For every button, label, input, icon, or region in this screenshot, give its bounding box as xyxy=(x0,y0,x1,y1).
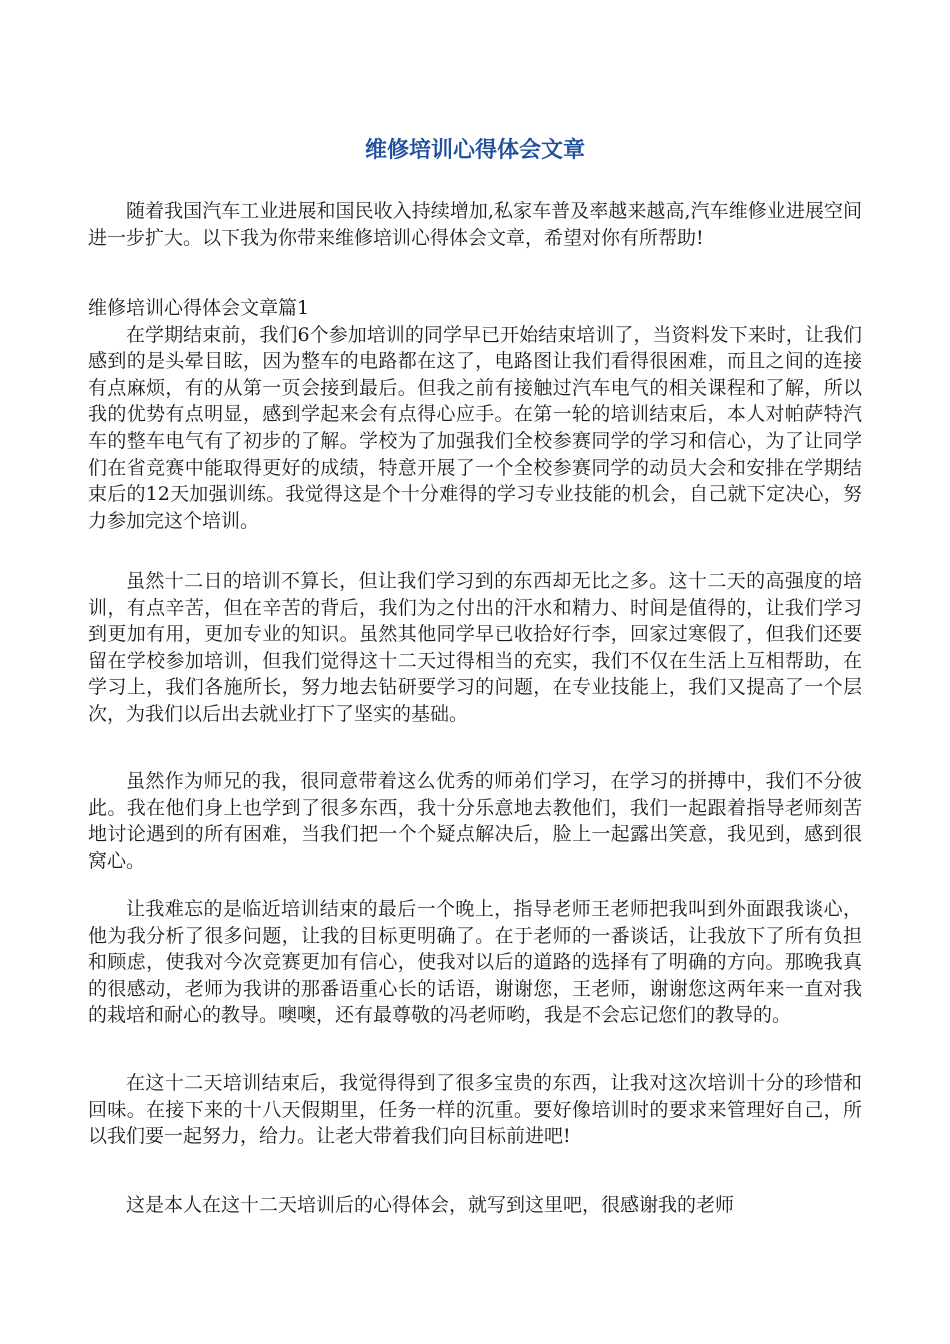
paragraph-block-5 xyxy=(88,1070,862,1150)
section-1 xyxy=(88,295,862,534)
intro-paragraph: 随着我国汽车工业进展和国民收入持续增加,私家车普及率越来越高,汽车维修业进展空间进一步扩大。以下我为你带来维修培训心得体会文章，希望对你有所帮助! xyxy=(88,200,862,249)
paragraph-4: 让我难忘的是临近培训结束的最后一个晚上，指导老师王老师把我叫到外面跟我谈心，他为我分析了很多问题，让我的目标更明确了。在于老师的一番谈话，让我放下了所有负担和顾虑，使我对今次竞赛更加有信心，使我对以后的道路的选择有了明确的方向。那晚我真的很感动，老师为我讲的那番语重心长的话语，谢谢您，王老师，谢谢您这两年来一直对我的栽培和耐心的教导。噢噢，还有最尊敬的冯老师哟，我是不会忘记您们的教导的。 xyxy=(88,898,862,1027)
intro-block xyxy=(88,198,862,251)
document-title: 维修培训心得体会文章 xyxy=(364,138,585,163)
paragraph-3: 虽然作为师兄的我，很同意带着这么优秀的师弟们学习，在学习的拼搏中，我们不分彼此。我在他们身上也学到了很多东西，我十分乐意地去教他们，我们一起跟着指导老师刻苦地讨论遇到的所有困难，当我们把一个个疑点解决后，脸上一起露出笑意，我见到，感到很窝心。 xyxy=(88,770,862,872)
paragraph-block-2 xyxy=(88,568,862,728)
paragraph-6: 这是本人在这十二天培训后的心得体会，就写到这里吧，很感谢我的老师 xyxy=(126,1194,735,1216)
paragraph-5: 在这十二天培训结束后，我觉得得到了很多宝贵的东西，让我对这次培训十分的珍惜和回味。在接下来的十八天假期里，任务一样的沉重。要好像培训时的要求来管理好自己，所以我们要一起努力，给力。让老大带着我们向目标前进吧! xyxy=(88,1072,862,1148)
paragraph-block-4 xyxy=(88,896,862,1029)
section-heading: 维修培训心得体会文章篇1 xyxy=(88,297,310,319)
paragraph-block-6 xyxy=(88,1192,862,1219)
paragraph-block-3 xyxy=(88,768,862,874)
paragraph-1: 在学期结束前，我们6个参加培训的同学早已开始结束培训了，当资料发下来时，让我们感到的是头晕目眩，因为整车的电路都在这了，电路图让我们看得很困难，而且之间的连接有点麻烦，有的从第一页会接到最后。但我之前有接触过汽车电气的相关课程和了解，所以我的优势有点明显，感到学起来会有点得心应手。在第一轮的培训结束后，本人对帕萨特汽车的整车电气有了初步的了解。学校为了加强我们全校参赛同学的学习和信心，为了让同学们在省竞赛中能取得更好的成绩，特意开展了一个全校参赛同学的动员大会和安排在学期结束后的12天加强训练。我觉得这是个十分难得的学习专业技能的机会，自己就下定决心，努力参加完这个培训。 xyxy=(88,323,862,532)
paragraph-2: 虽然十二日的培训不算长，但让我们学习到的东西却无比之多。这十二天的高强度的培训，有点辛苦，但在辛苦的背后，我们为之付出的汗水和精力、时间是值得的，让我们学习到更加有用，更加专业的知识。虽然其他同学早已收拾好行李，回家过寒假了，但我们还要留在学校参加培训，但我们觉得这十二天过得相当的充实，我们不仅在生活上互相帮助，在学习上，我们各施所长，努力地去钻研要学习的问题，在专业技能上，我们又提高了一个层次，为我们以后出去就业打下了坚实的基础。 xyxy=(88,570,862,725)
